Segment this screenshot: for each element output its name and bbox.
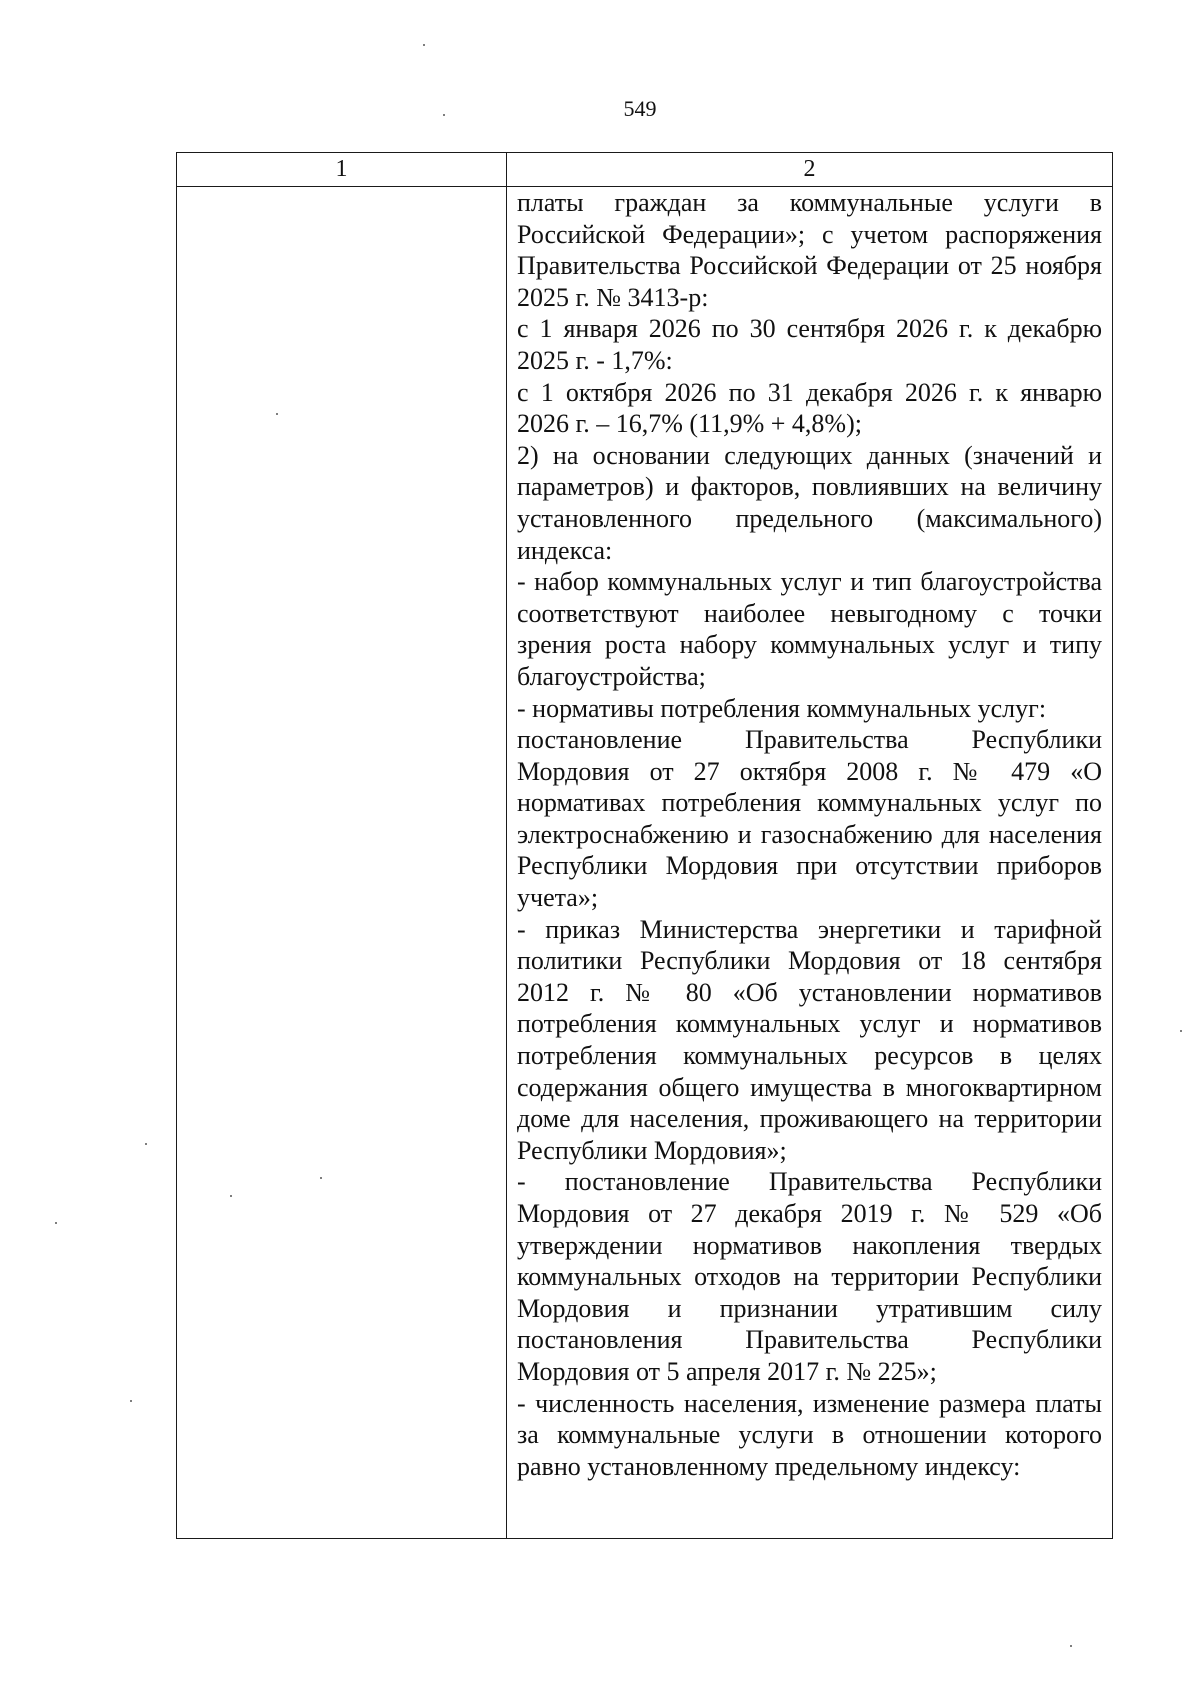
scan-speck [443,114,445,116]
paragraph-basis-data: 2) на основании следующих данных (значений и параметров) и факторов, повлиявших на величину установленного предельного (максимального) индекса: [517,440,1102,565]
paragraph-consumption-norms: - нормативы потребления коммунальных услуг: [517,693,1047,723]
scan-speck [230,1195,232,1197]
scan-speck [276,413,278,415]
page-number: 549 [623,96,657,121]
paragraph-october-period: с 1 октября 2026 по 31 декабря 2026 г. к январю 2026 г. – 16,7% (11,9% + 4,8%); [517,377,1102,439]
paragraph-fee-reference: платы граждан за коммунальные услуги в Российской Федерации»; с учетом распоряжения Правительства Российской Федерации от 25 ноября 2025 г. № 3413-р: [517,188,1102,312]
column-header-2: 2 [507,153,1113,187]
table-header-row [177,153,1113,187]
column-header-1: 1 [177,153,507,187]
scan-speck [145,1143,147,1145]
paragraph-order-80: - приказ Министерства энергетики и тарифной политики Республики Мордовия от 18 сентября 2012 г. № 80 «Об установлении нормативов потребления коммунальных услуг и нормативов потребления коммунальных ресурсов в целях содержания общего имущества в многоквартирном доме для населения, проживающего на территории Республики Мордовия»; [517,914,1102,1165]
scan-speck [130,1400,132,1402]
scan-speck [55,1222,57,1224]
document-table [176,152,1113,1539]
paragraph-resolution-479: постановление Правительства Республики Мордовия от 27 октября 2008 г. № 479 «О нормативах потребления коммунальных услуг по электроснабжению и газоснабжению для населения Республики Мордовия при отсутствии приборов учета»; [517,725,1102,913]
scan-speck [320,1177,322,1179]
paragraph-january-period: с 1 января 2026 по 30 сентября 2026 г. к декабрю 2025 г. - 1,7%: [517,314,1102,375]
scan-speck [1070,1645,1072,1647]
paragraph-service-set: - набор коммунальных услуг и тип благоустройства соответствуют наиболее невыгодному с точки зрения роста набору коммунальных услуг и типу благоустройства; [517,567,1102,691]
scan-speck [423,44,425,46]
column-1-cell [177,187,507,1539]
column-2-cell [507,187,1113,1539]
scan-speck [1180,1030,1182,1032]
paragraph-resolution-529: - постановление Правительства Республики Мордовия от 27 декабря 2019 г. № 529 «Об утверждении нормативов накопления твердых коммунальных отходов на территории Республики Мордовия и признании утратившим силу постановления Правительства Республики Мордовия от 5 апреля 2017 г. № 225»; [517,1167,1102,1386]
paragraph-population: - численность населения, изменение размера платы за коммунальные услуги в отношении которого равно установленному предельному индексу: [517,1388,1102,1481]
table-row [177,187,1113,1539]
